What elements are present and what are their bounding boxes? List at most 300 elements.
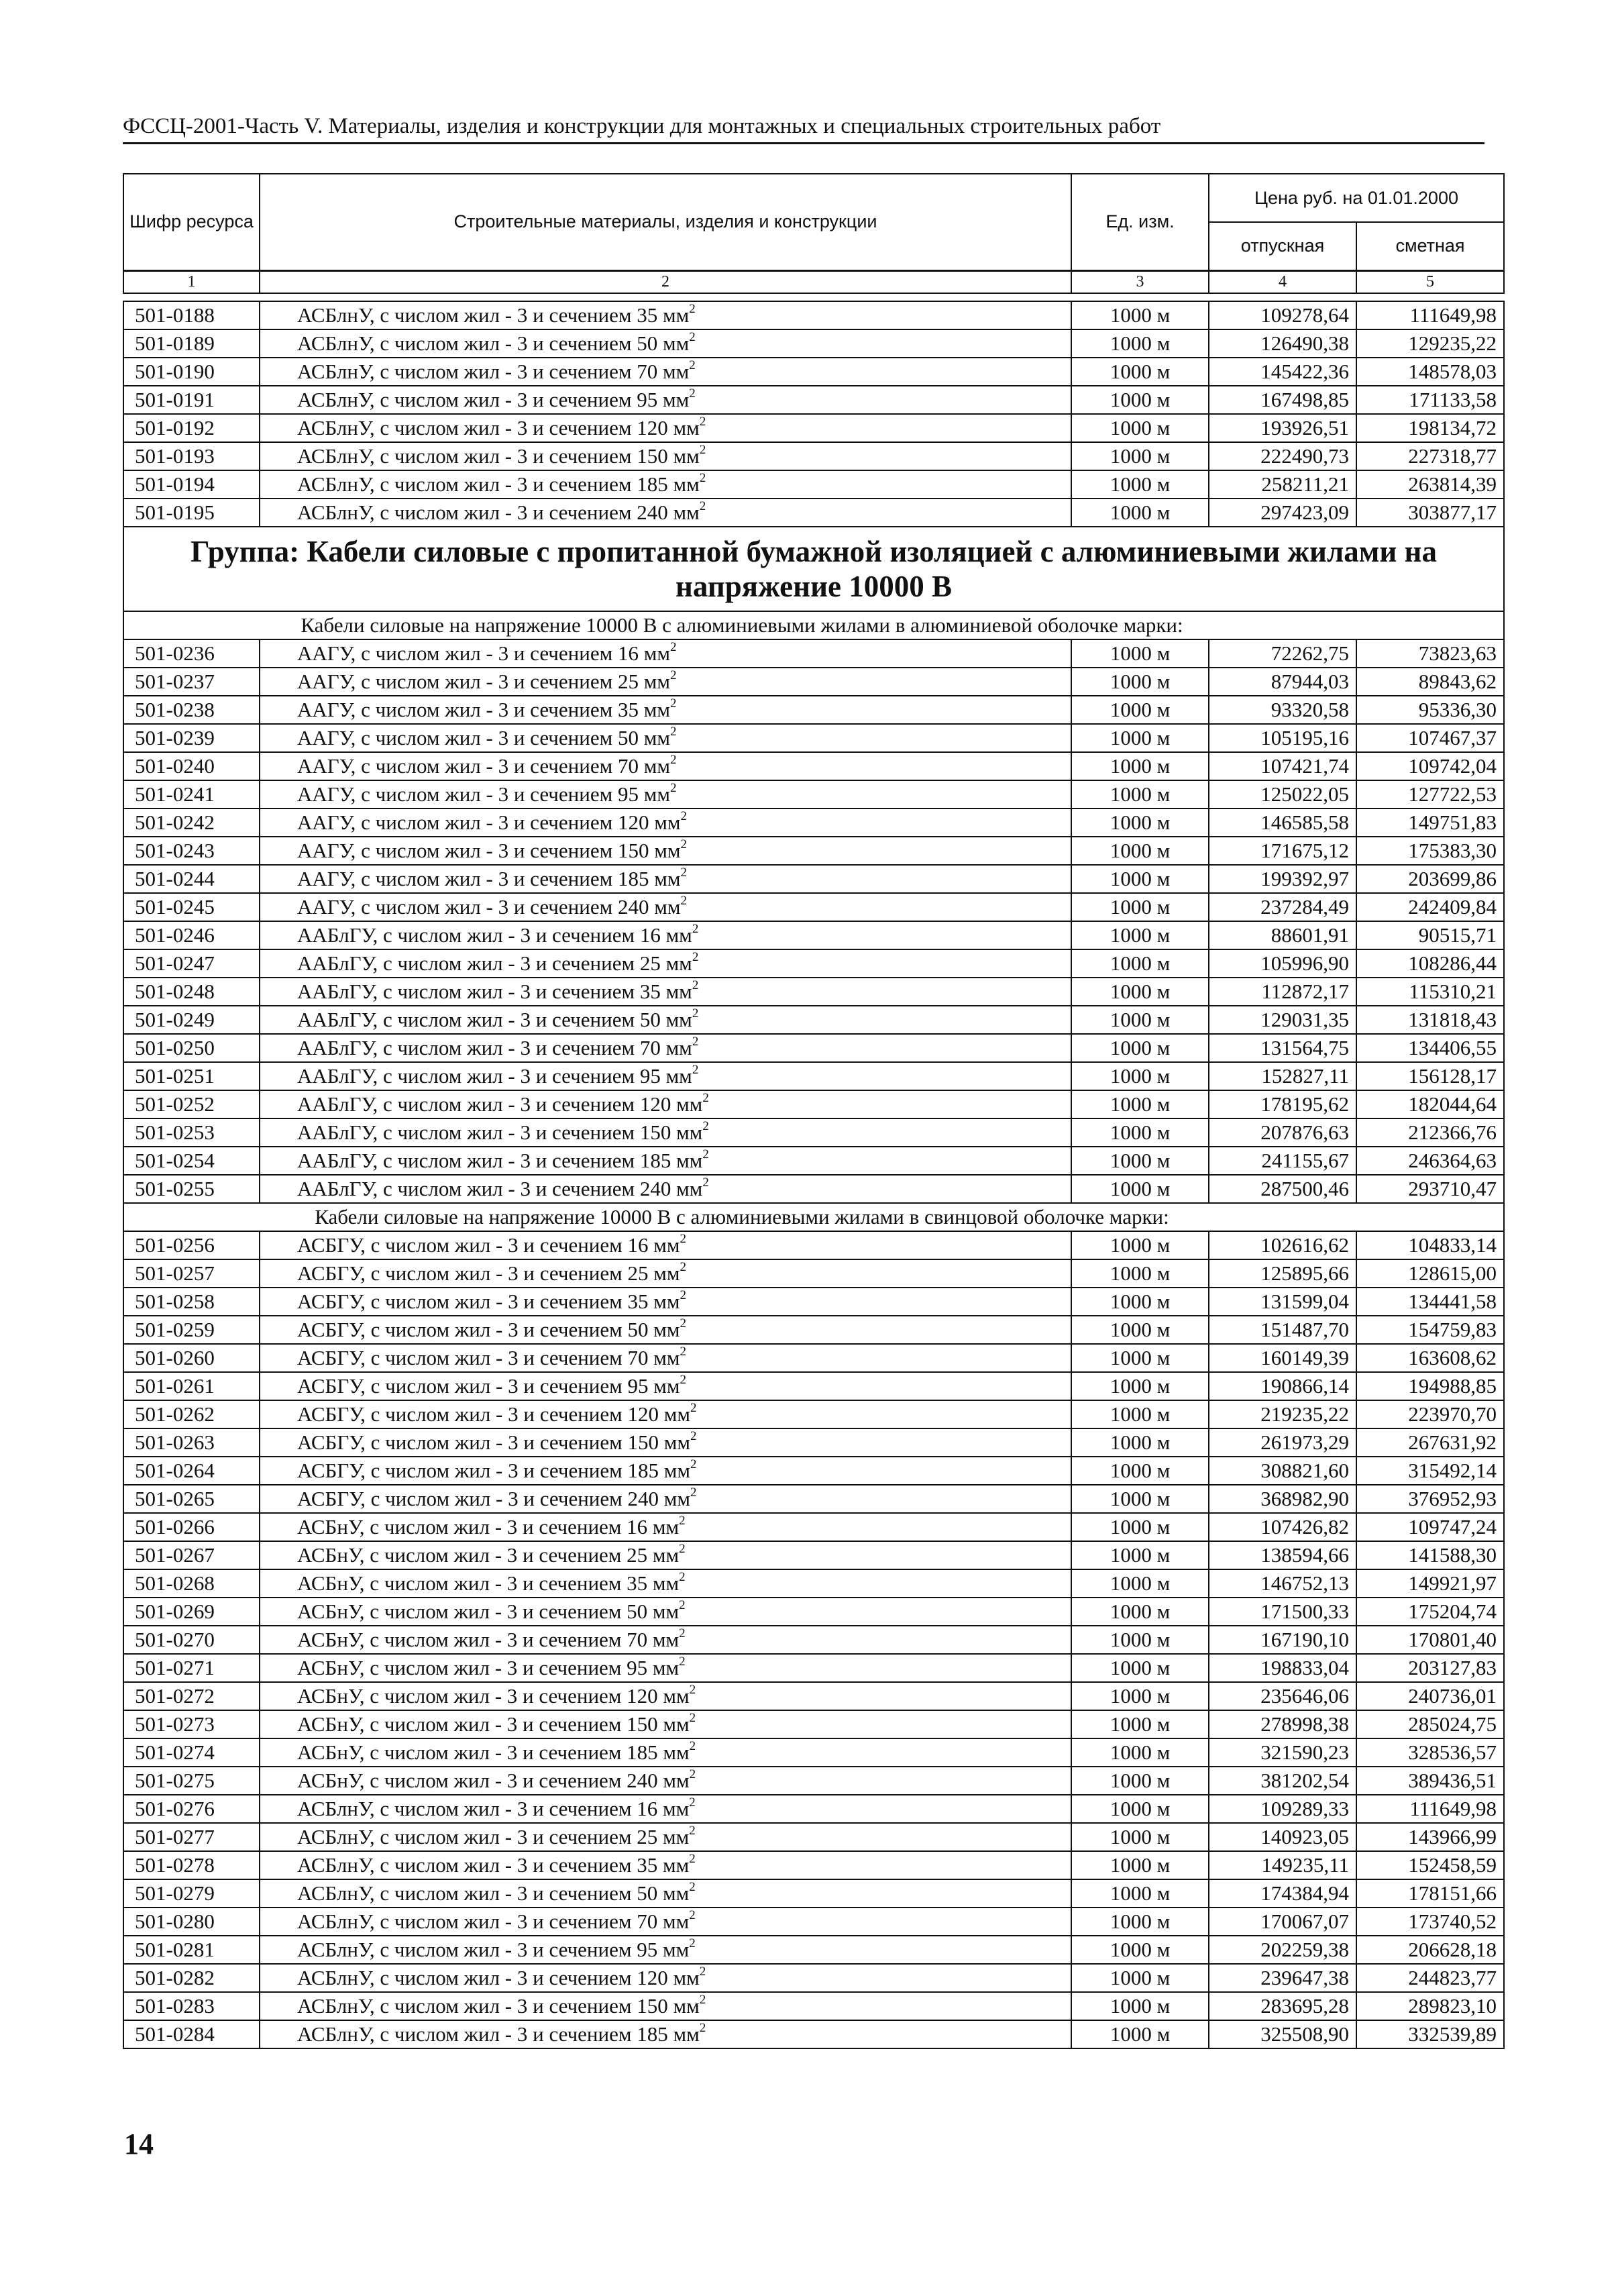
unit-of-measure: 1000 м [1071, 1513, 1209, 1541]
unit-superscript: 2 [692, 950, 699, 964]
price-estimate: 285024,75 [1356, 1710, 1504, 1738]
unit-of-measure: 1000 м [1071, 1710, 1209, 1738]
material-name: ААГУ, с числом жил - 3 и сечением 25 мм [297, 670, 670, 693]
price-release: 171675,12 [1209, 837, 1356, 865]
group-heading: Группа: Кабели силовые с пропитанной бумажной изоляцией с алюминиевыми жилами на напряжение 10000 В [123, 527, 1504, 611]
price-release: 368982,90 [1209, 1485, 1356, 1513]
resource-code: 501-0277 [123, 1823, 260, 1851]
table-row [123, 1569, 1504, 1598]
price-estimate: 203127,83 [1356, 1654, 1504, 1682]
unit-of-measure: 1000 м [1071, 1738, 1209, 1767]
price-estimate: 332539,89 [1356, 2020, 1504, 2048]
unit-superscript: 2 [689, 1852, 696, 1866]
price-release: 278998,38 [1209, 1710, 1356, 1738]
unit-superscript: 2 [689, 302, 696, 316]
material-name: АСБлнУ, с числом жил - 3 и сечением 35 мм [297, 1853, 690, 1877]
price-estimate: 108286,44 [1356, 949, 1504, 978]
price-estimate: 246364,63 [1356, 1147, 1504, 1175]
material-name-cell [260, 1710, 1071, 1738]
unit-of-measure: 1000 м [1071, 301, 1209, 329]
material-name-cell [260, 921, 1071, 949]
price-estimate: 141588,30 [1356, 1541, 1504, 1569]
price-release: 287500,46 [1209, 1175, 1356, 1203]
price-release: 321590,23 [1209, 1738, 1356, 1767]
material-name-cell [260, 837, 1071, 865]
material-name-cell [260, 1034, 1071, 1062]
resource-code: 501-0188 [123, 301, 260, 329]
material-name: АСБлнУ, с числом жил - 3 и сечением 25 мм [297, 1825, 690, 1848]
price-release: 222490,73 [1209, 442, 1356, 470]
unit-of-measure: 1000 м [1071, 1372, 1209, 1400]
table-row [123, 1767, 1504, 1795]
unit-superscript: 2 [680, 1260, 686, 1274]
unit-of-measure: 1000 м [1071, 1400, 1209, 1428]
unit-superscript: 2 [689, 330, 696, 344]
unit-of-measure: 1000 м [1071, 865, 1209, 893]
table-row [123, 1428, 1504, 1457]
header-name: Строительные материалы, изделия и конструкции [260, 174, 1071, 270]
material-name: АСБнУ, с числом жил - 3 и сечением 240 мм [297, 1769, 690, 1792]
price-release: 152827,11 [1209, 1062, 1356, 1090]
price-estimate: 328536,57 [1356, 1738, 1504, 1767]
material-name: ААБлГУ, с числом жил - 3 и сечением 50 мм [297, 1008, 692, 1031]
unit-of-measure: 1000 м [1071, 1626, 1209, 1654]
material-name: АСБлнУ, с числом жил - 3 и сечением 95 мм [297, 1938, 690, 1961]
material-name-cell [260, 1682, 1071, 1710]
header-price-estimate: сметная [1356, 222, 1504, 270]
material-name-cell [260, 1598, 1071, 1626]
unit-of-measure: 1000 м [1071, 386, 1209, 414]
price-estimate: 134406,55 [1356, 1034, 1504, 1062]
unit-superscript: 2 [669, 640, 677, 654]
resource-code: 501-0236 [123, 639, 260, 668]
material-name: АСБГУ, с числом жил - 3 и сечением 240 мм [297, 1487, 690, 1510]
material-name: АСБнУ, с числом жил - 3 и сечением 70 мм [297, 1628, 680, 1651]
header-price-group: Цена руб. на 01.01.2000 [1209, 174, 1504, 222]
resource-code: 501-0276 [123, 1795, 260, 1823]
price-release: 237284,49 [1209, 893, 1356, 921]
unit-superscript: 2 [689, 1908, 696, 1922]
material-name: ААГУ, с числом жил - 3 и сечением 50 мм [297, 726, 670, 749]
resource-code: 501-0257 [123, 1259, 260, 1288]
price-release: 198833,04 [1209, 1654, 1356, 1682]
unit-superscript: 2 [699, 415, 706, 429]
unit-of-measure: 1000 м [1071, 780, 1209, 808]
price-release: 102616,62 [1209, 1231, 1356, 1259]
price-estimate: 143966,99 [1356, 1823, 1504, 1851]
unit-superscript: 2 [689, 1683, 696, 1697]
price-estimate: 171133,58 [1356, 386, 1504, 414]
table-row [123, 301, 1504, 329]
resource-code: 501-0247 [123, 949, 260, 978]
table-row [123, 1936, 1504, 1964]
unit-of-measure: 1000 м [1071, 724, 1209, 752]
resource-code: 501-0282 [123, 1964, 260, 1992]
material-name-cell [260, 696, 1071, 724]
price-release: 167190,10 [1209, 1626, 1356, 1654]
unit-of-measure: 1000 м [1071, 1175, 1209, 1203]
price-estimate: 163608,62 [1356, 1344, 1504, 1372]
material-name: АСБнУ, с числом жил - 3 и сечением 35 мм [297, 1571, 680, 1595]
unit-of-measure: 1000 м [1071, 1908, 1209, 1936]
price-estimate: 223970,70 [1356, 1400, 1504, 1428]
price-estimate: 73823,63 [1356, 639, 1504, 668]
unit-superscript: 2 [692, 1006, 699, 1021]
table-row [123, 1851, 1504, 1879]
material-name: АСБнУ, с числом жил - 3 и сечением 150 мм [297, 1712, 690, 1736]
resource-code: 501-0274 [123, 1738, 260, 1767]
price-release: 107421,74 [1209, 752, 1356, 780]
material-name: АСБлнУ, с числом жил - 3 и сечением 35 мм [297, 303, 690, 327]
table-row [123, 1879, 1504, 1908]
material-name: ААБлГУ, с числом жил - 3 и сечением 35 мм [297, 980, 692, 1003]
price-estimate: 376952,93 [1356, 1485, 1504, 1513]
table-row [123, 668, 1504, 696]
material-name-cell [260, 1288, 1071, 1316]
resource-code: 501-0242 [123, 808, 260, 837]
price-release: 160149,39 [1209, 1344, 1356, 1372]
price-estimate: 109742,04 [1356, 752, 1504, 780]
unit-superscript: 2 [680, 1288, 686, 1302]
table-row [123, 499, 1504, 527]
table-row [123, 1964, 1504, 1992]
price-estimate: 104833,14 [1356, 1231, 1504, 1259]
table-row [123, 2020, 1504, 2048]
resource-code: 501-0258 [123, 1288, 260, 1316]
unit-superscript: 2 [692, 978, 699, 992]
material-name: АСБлнУ, с числом жил - 3 и сечением 95 мм [297, 388, 690, 411]
price-estimate: 170801,40 [1356, 1626, 1504, 1654]
resource-code: 501-0278 [123, 1851, 260, 1879]
resource-code: 501-0271 [123, 1654, 260, 1682]
resource-code: 501-0265 [123, 1485, 260, 1513]
material-name: ААГУ, с числом жил - 3 и сечением 95 мм [297, 782, 670, 806]
price-estimate: 173740,52 [1356, 1908, 1504, 1936]
unit-of-measure: 1000 м [1071, 1485, 1209, 1513]
unit-superscript: 2 [680, 809, 687, 823]
material-name: ААБлГУ, с числом жил - 3 и сечением 240 мм [297, 1177, 703, 1200]
material-name-cell [260, 1457, 1071, 1485]
table-row [123, 1118, 1504, 1147]
unit-superscript: 2 [669, 696, 677, 711]
material-name: ААБлГУ, с числом жил - 3 и сечением 25 мм [297, 951, 692, 975]
resource-code: 501-0193 [123, 442, 260, 470]
material-name: АСБГУ, с числом жил - 3 и сечением 35 мм [297, 1290, 680, 1313]
table-row [123, 1344, 1504, 1372]
price-release: 146752,13 [1209, 1569, 1356, 1598]
resource-code: 501-0191 [123, 386, 260, 414]
resource-code: 501-0275 [123, 1767, 260, 1795]
price-release: 235646,06 [1209, 1682, 1356, 1710]
price-release: 193926,51 [1209, 414, 1356, 442]
table-row [123, 724, 1504, 752]
unit-superscript: 2 [702, 1091, 709, 1105]
unit-of-measure: 1000 м [1071, 1598, 1209, 1626]
table-row [123, 752, 1504, 780]
unit-superscript: 2 [690, 1429, 697, 1443]
material-name: ААБлГУ, с числом жил - 3 и сечением 120 мм [297, 1092, 703, 1116]
price-release: 207876,63 [1209, 1118, 1356, 1147]
table-row [123, 1908, 1504, 1936]
unit-superscript: 2 [680, 866, 687, 880]
resource-code: 501-0270 [123, 1626, 260, 1654]
material-name: АСБГУ, с числом жил - 3 и сечением 95 мм [297, 1374, 680, 1398]
price-release: 171500,33 [1209, 1598, 1356, 1626]
resource-code: 501-0237 [123, 668, 260, 696]
unit-of-measure: 1000 м [1071, 1964, 1209, 1992]
price-estimate: 154759,83 [1356, 1316, 1504, 1344]
price-release: 146585,58 [1209, 808, 1356, 837]
table-row [123, 1992, 1504, 2020]
table-row [123, 1034, 1504, 1062]
unit-of-measure: 1000 м [1071, 470, 1209, 499]
price-estimate: 212366,76 [1356, 1118, 1504, 1147]
price-release: 105996,90 [1209, 949, 1356, 978]
unit-superscript: 2 [680, 837, 687, 851]
table-row [123, 1006, 1504, 1034]
unit-of-measure: 1000 м [1071, 752, 1209, 780]
material-name-cell [260, 1147, 1071, 1175]
table-row [123, 414, 1504, 442]
price-release: 325508,90 [1209, 2020, 1356, 2048]
table-row [123, 470, 1504, 499]
table-row [123, 639, 1504, 668]
material-name: ААБлГУ, с числом жил - 3 и сечением 95 мм [297, 1064, 692, 1088]
price-release: 126490,38 [1209, 329, 1356, 358]
table-row [123, 865, 1504, 893]
unit-superscript: 2 [699, 1993, 706, 2007]
price-estimate: 267631,92 [1356, 1428, 1504, 1457]
subgroup-heading-row [123, 1203, 1504, 1231]
unit-of-measure: 1000 м [1071, 837, 1209, 865]
price-release: 308821,60 [1209, 1457, 1356, 1485]
col-number: 1 [123, 270, 260, 293]
price-release: 167498,85 [1209, 386, 1356, 414]
table-row [123, 921, 1504, 949]
unit-superscript: 2 [679, 1626, 686, 1640]
table-row [123, 837, 1504, 865]
resource-code: 501-0252 [123, 1090, 260, 1118]
price-estimate: 206628,18 [1356, 1936, 1504, 1964]
price-estimate: 178151,66 [1356, 1879, 1504, 1908]
table-row [123, 780, 1504, 808]
unit-of-measure: 1000 м [1071, 499, 1209, 527]
price-release: 190866,14 [1209, 1372, 1356, 1400]
material-name: АСБнУ, с числом жил - 3 и сечением 16 мм [297, 1515, 680, 1538]
resource-code: 501-0255 [123, 1175, 260, 1203]
material-name-cell [260, 1090, 1071, 1118]
price-estimate: 289823,10 [1356, 1992, 1504, 2020]
unit-superscript: 2 [679, 1570, 686, 1584]
material-name: АСБлнУ, с числом жил - 3 и сечением 50 мм [297, 1881, 690, 1905]
material-name-cell [260, 1936, 1071, 1964]
table-row [123, 1710, 1504, 1738]
price-release: 151487,70 [1209, 1316, 1356, 1344]
price-release: 145422,36 [1209, 358, 1356, 386]
unit-of-measure: 1000 м [1071, 893, 1209, 921]
material-name-cell [260, 414, 1071, 442]
material-name-cell [260, 470, 1071, 499]
price-estimate: 149751,83 [1356, 808, 1504, 837]
price-estimate: 127722,53 [1356, 780, 1504, 808]
material-name: АСБлнУ, с числом жил - 3 и сечением 16 мм [297, 1797, 690, 1820]
group-heading-row [123, 527, 1504, 611]
material-name-cell [260, 1485, 1071, 1513]
price-estimate: 240736,01 [1356, 1682, 1504, 1710]
material-name: АСБнУ, с числом жил - 3 и сечением 120 мм [297, 1684, 690, 1708]
col-number: 4 [1209, 270, 1356, 293]
unit-superscript: 2 [702, 1176, 709, 1190]
resource-code: 501-0243 [123, 837, 260, 865]
price-estimate: 194988,85 [1356, 1372, 1504, 1400]
unit-of-measure: 1000 м [1071, 1654, 1209, 1682]
material-name: АСБлнУ, с числом жил - 3 и сечением 185 мм [297, 2022, 700, 2046]
unit-superscript: 2 [690, 1457, 697, 1471]
unit-superscript: 2 [689, 1739, 696, 1753]
table-row [123, 1654, 1504, 1682]
material-name: ААБлГУ, с числом жил - 3 и сечением 70 мм [297, 1036, 692, 1059]
price-release: 239647,38 [1209, 1964, 1356, 1992]
resource-code: 501-0239 [123, 724, 260, 752]
material-name-cell [260, 893, 1071, 921]
unit-superscript: 2 [702, 1147, 709, 1161]
resource-code: 501-0259 [123, 1316, 260, 1344]
price-release: 258211,21 [1209, 470, 1356, 499]
resource-code: 501-0250 [123, 1034, 260, 1062]
subgroup-heading: Кабели силовые на напряжение 10000 В с алюминиевыми жилами в свинцовой оболочке марки: [123, 1203, 1504, 1231]
price-release: 125022,05 [1209, 780, 1356, 808]
resource-code: 501-0189 [123, 329, 260, 358]
resource-code: 501-0240 [123, 752, 260, 780]
table-row [123, 1090, 1504, 1118]
price-release: 131599,04 [1209, 1288, 1356, 1316]
material-name-cell [260, 1795, 1071, 1823]
price-estimate: 263814,39 [1356, 470, 1504, 499]
table-row [123, 1823, 1504, 1851]
price-estimate: 244823,77 [1356, 1964, 1504, 1992]
unit-of-measure: 1000 м [1071, 1034, 1209, 1062]
unit-of-measure: 1000 м [1071, 1569, 1209, 1598]
price-release: 149235,11 [1209, 1851, 1356, 1879]
material-name: ААГУ, с числом жил - 3 и сечением 150 мм [297, 839, 681, 862]
price-estimate: 149921,97 [1356, 1569, 1504, 1598]
material-name: АСБГУ, с числом жил - 3 и сечением 185 мм [297, 1459, 690, 1482]
material-name-cell [260, 949, 1071, 978]
unit-superscript: 2 [689, 386, 696, 401]
price-estimate: 303877,17 [1356, 499, 1504, 527]
unit-of-measure: 1000 м [1071, 414, 1209, 442]
price-release: 72262,75 [1209, 639, 1356, 668]
unit-of-measure: 1000 м [1071, 1090, 1209, 1118]
material-name: АСБГУ, с числом жил - 3 и сечением 50 мм [297, 1318, 680, 1341]
price-release: 93320,58 [1209, 696, 1356, 724]
material-name: АСБлнУ, с числом жил - 3 и сечением 50 мм [297, 331, 690, 355]
price-release: 219235,22 [1209, 1400, 1356, 1428]
price-estimate: 90515,71 [1356, 921, 1504, 949]
resource-code: 501-0262 [123, 1400, 260, 1428]
unit-of-measure: 1000 м [1071, 1344, 1209, 1372]
unit-superscript: 2 [689, 358, 696, 372]
table-row [123, 1598, 1504, 1626]
price-estimate: 182044,64 [1356, 1090, 1504, 1118]
material-name-cell [260, 1569, 1071, 1598]
resource-code: 501-0195 [123, 499, 260, 527]
price-release: 129031,35 [1209, 1006, 1356, 1034]
subgroup-heading-row [123, 611, 1504, 639]
price-estimate: 111649,98 [1356, 1795, 1504, 1823]
resource-code: 501-0245 [123, 893, 260, 921]
material-name: АСБлнУ, с числом жил - 3 и сечением 70 мм [297, 1910, 690, 1933]
price-release: 140923,05 [1209, 1823, 1356, 1851]
resource-code: 501-0284 [123, 2020, 260, 2048]
material-name-cell [260, 780, 1071, 808]
price-release: 138594,66 [1209, 1541, 1356, 1569]
unit-superscript: 2 [680, 1232, 686, 1246]
price-estimate: 109747,24 [1356, 1513, 1504, 1541]
unit-superscript: 2 [669, 753, 677, 767]
unit-superscript: 2 [692, 1063, 699, 1077]
price-release: 109278,64 [1209, 301, 1356, 329]
material-name-cell [260, 499, 1071, 527]
resource-code: 501-0194 [123, 470, 260, 499]
resource-code: 501-0267 [123, 1541, 260, 1569]
resource-code: 501-0246 [123, 921, 260, 949]
material-name-cell [260, 1400, 1071, 1428]
unit-of-measure: 1000 м [1071, 808, 1209, 837]
price-estimate: 107467,37 [1356, 724, 1504, 752]
material-name-cell [260, 1316, 1071, 1344]
unit-of-measure: 1000 м [1071, 1851, 1209, 1879]
unit-superscript: 2 [690, 1485, 697, 1500]
unit-superscript: 2 [689, 1711, 696, 1725]
material-name: АСБГУ, с числом жил - 3 и сечением 16 мм [297, 1233, 680, 1257]
unit-of-measure: 1000 м [1071, 668, 1209, 696]
table-row [123, 808, 1504, 837]
table-row [123, 1062, 1504, 1090]
material-name-cell [260, 386, 1071, 414]
price-release: 105195,16 [1209, 724, 1356, 752]
unit-superscript: 2 [679, 1598, 686, 1612]
material-name-cell [260, 724, 1071, 752]
price-estimate: 89843,62 [1356, 668, 1504, 696]
unit-of-measure: 1000 м [1071, 1062, 1209, 1090]
table-row [123, 1795, 1504, 1823]
price-estimate: 175383,30 [1356, 837, 1504, 865]
unit-of-measure: 1000 м [1071, 1006, 1209, 1034]
unit-of-measure: 1000 м [1071, 1259, 1209, 1288]
material-name-cell [260, 1964, 1071, 1992]
resource-code: 501-0190 [123, 358, 260, 386]
page-header: ФССЦ-2001-Часть V. Материалы, изделия и конструкции для монтажных и специальных строительных работ [123, 113, 1484, 144]
resource-code: 501-0269 [123, 1598, 260, 1626]
unit-of-measure: 1000 м [1071, 696, 1209, 724]
price-release: 170067,07 [1209, 1908, 1356, 1936]
table-row [123, 1316, 1504, 1344]
material-name-cell [260, 329, 1071, 358]
price-release: 109289,33 [1209, 1795, 1356, 1823]
table-row [123, 1485, 1504, 1513]
material-name: ААГУ, с числом жил - 3 и сечением 185 мм [297, 867, 681, 890]
table-row [123, 978, 1504, 1006]
price-estimate: 293710,47 [1356, 1175, 1504, 1203]
material-name-cell [260, 442, 1071, 470]
price-estimate: 156128,17 [1356, 1062, 1504, 1090]
resource-code: 501-0261 [123, 1372, 260, 1400]
page-number: 14 [124, 2128, 154, 2160]
resource-code: 501-0244 [123, 865, 260, 893]
table-row [123, 949, 1504, 978]
material-name-cell [260, 2020, 1071, 2048]
